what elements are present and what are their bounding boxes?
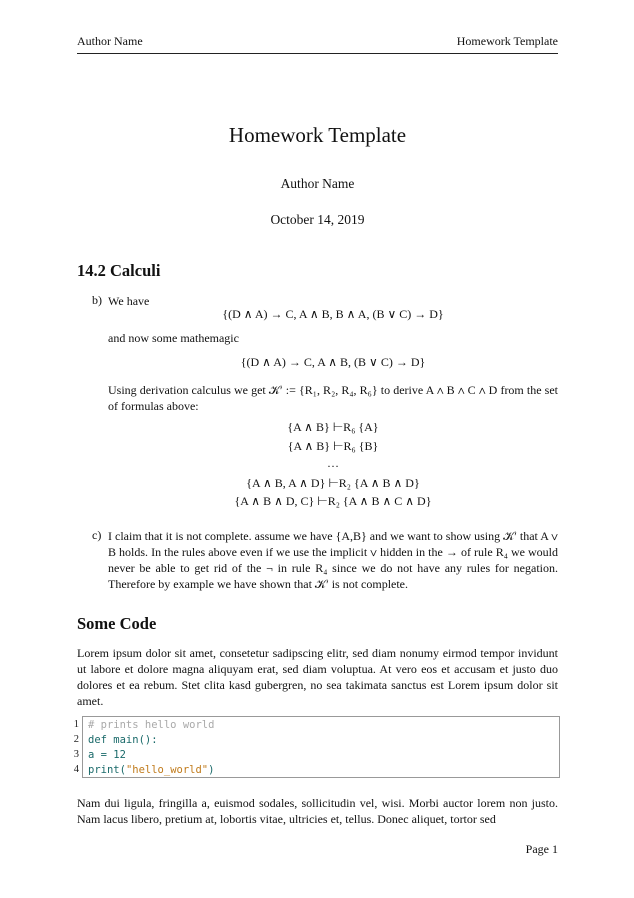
document-author: Author Name — [280, 176, 355, 191]
page-number: Page 1 — [525, 842, 558, 856]
equation-1: {(D ∧ A) → C, A ∧ B, B ∧ A, (B ∨ C) → D} — [222, 307, 444, 321]
line-number: 2 — [73, 734, 79, 745]
code-line — [73, 749, 559, 764]
derivation-ellipsis: … — [327, 456, 339, 470]
equation-2: {(D ∧ A) → C, A ∧ B, (B ∨ C) → D} — [240, 355, 426, 369]
header-title: Homework Template — [456, 34, 558, 48]
document-title: Homework Template — [228, 123, 407, 147]
item-c-label: c) — [92, 528, 102, 542]
code-text: main(): — [106, 734, 158, 746]
page-header — [77, 34, 558, 54]
derivation-line: {A ∧ B} ⊢R₆ {B} — [287, 439, 379, 453]
derivation-text: Using derivation calculus we get 𝒦′ := {R₁, R₂, R₄, R₆} to derive A ∧ B ∧ C ∧ D from the set of formulas above: — [108, 383, 558, 413]
code-listing — [73, 716, 560, 778]
lorem-paragraph-1: Lorem ipsum dolor sit amet, consetetur sadipscing elitr, sed diam nonumy eirmod tempor invidunt ut labore et dolore magna aliquyam erat, sed diam voluptua. At vero eos et accusam et justo duo dolores et ea rebum. Stet clita kasd gubergren, no sea takimata sanctus est Lorem ipsum dolor sit amet. — [77, 646, 558, 708]
code-line — [73, 734, 559, 749]
section-heading-calculi: 14.2 Calculi — [77, 261, 161, 280]
and-now-text: and now some mathemagic — [108, 331, 239, 345]
document-date: October 14, 2019 — [270, 212, 365, 227]
code-text: ) — [208, 764, 215, 776]
section-heading-code: Some Code — [77, 614, 157, 633]
item-b-label: b) — [92, 293, 102, 307]
code-function: print( — [88, 764, 126, 776]
derivation-line: {A ∧ B, A ∧ D} ⊢R₂ {A ∧ B ∧ D} — [246, 476, 420, 490]
header-author: Author Name — [77, 34, 143, 48]
item-c-text: I claim that it is not complete. assume we have {A,B} and we want to show using 𝒦′ that A ∨ B holds. In the rules above even if we use the implicit ∨ hidden in the → of rule R₄ we would never be able to get rid of the ¬ in rule R₄ since we do not have any rules for negation. Therefore by example we have shown that 𝒦′ is not complete. — [108, 529, 558, 591]
derivation-line: {A ∧ B ∧ D, C} ⊢R₂ {A ∧ B ∧ C ∧ D} — [234, 494, 432, 508]
code-text: a = 12 — [88, 749, 126, 761]
code-line — [73, 764, 559, 779]
line-number: 1 — [73, 719, 79, 730]
line-number: 3 — [73, 749, 79, 760]
line-number: 4 — [73, 764, 79, 775]
code-string: "hello_world" — [125, 764, 209, 776]
item-b-intro: We have — [108, 294, 150, 308]
derivation-line: {A ∧ B} ⊢R₆ {A} — [287, 420, 379, 434]
lorem-paragraph-2: Nam dui ligula, fringilla a, euismod sodales, sollicitudin vel, wisi. Morbi auctor lorem non justo. Nam lacus libero, pretium at, lobortis vitae, ultricies et, tellus. Donec aliquet, tortor sed — [77, 796, 558, 826]
code-keyword: def — [88, 734, 107, 746]
code-line — [73, 719, 559, 734]
code-comment: # prints hello world — [88, 719, 215, 731]
